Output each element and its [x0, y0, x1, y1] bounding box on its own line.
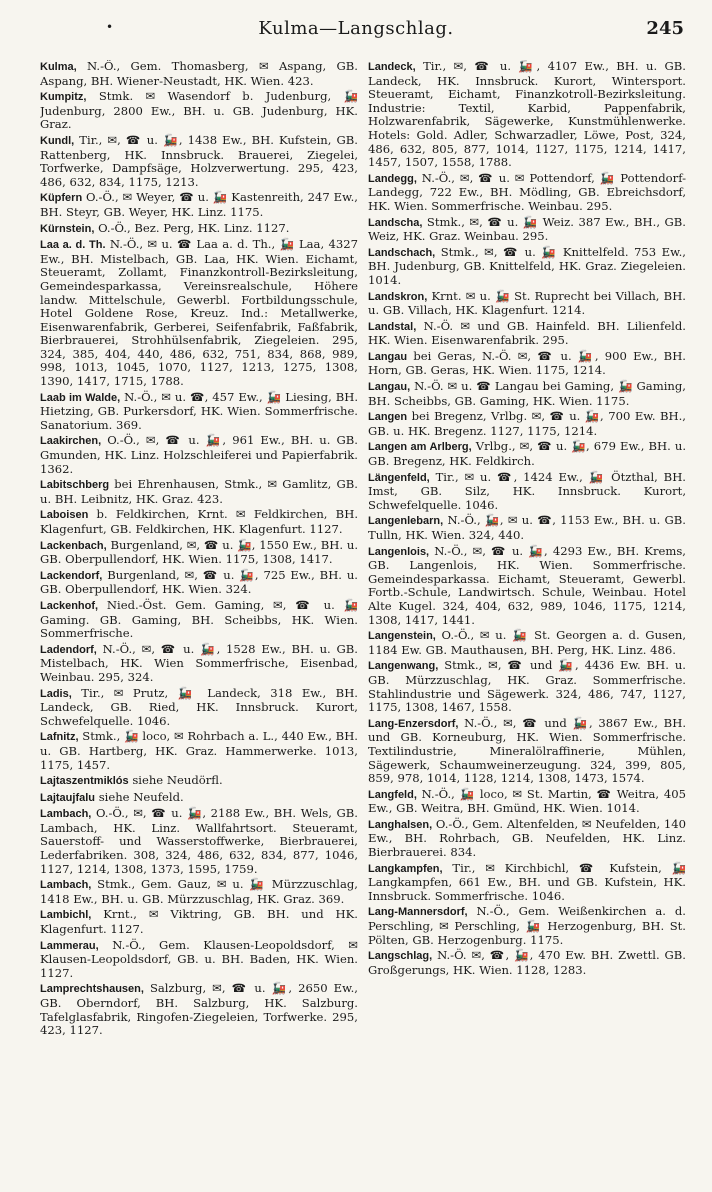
directory-entry [368, 514, 686, 542]
directory-entry [368, 350, 686, 378]
entry-description: O.-Ö., Gem. Altenfelden, ✉ Neufelden, 140 Ew., BH. Rohrbach, GB. Neufelden, HK. Linz. Bierbrauerei. 834. [368, 816, 686, 860]
entry-description: N.-Ö., ✉, ☎ u. 🚂, 1528 Ew., BH. u. GB. Mistelbach, HK. Wien Sommerfrische, Eisenbad, Weinbau. 295, 324. [40, 641, 358, 684]
entry-description: O.-Ö., ✉ u. 🚂 St. Georgen a. d. Gusen, 1184 Ew. GB. Mauthausen, BH. Perg, HK. Linz. 486. [368, 628, 686, 657]
entry-description: N.-Ö. ✉, ☎, 🚂, 470 Ew. BH. Zwettl. GB. Großgerungs, HK. Wien. 1128, 1283. [368, 948, 686, 977]
directory-entry [40, 908, 358, 936]
directory-entry [368, 717, 686, 786]
page-number: 245 [646, 18, 684, 39]
entry-description: N.-Ö., Gem. Weißenkirchen a. d. Perschling, ✉ Perschling, 🚂 Herzogenburg, BH. St. Pölten, GB. Herzogenburg. 1175. [368, 904, 686, 947]
entry-description: bei Ehrenhausen, Stmk., ✉ Gamlitz, GB. u. BH. Leibnitz, HK. Graz. 423. [40, 477, 358, 506]
entry-description: bei Bregenz, Vrlbg. ✉, ☎ u. 🚂, 700 Ew. BH., GB. u. HK. Bregenz. 1127, 1175, 1214. [368, 409, 686, 438]
directory-entry [40, 569, 358, 597]
directory-entry [368, 440, 686, 468]
entry-place-name: Kundl, [40, 134, 75, 147]
entry-description: Vrlbg., ✉, ☎ u. 🚂, 679 Ew., BH. u. GB. Bregenz, HK. Feldkirch. [368, 439, 686, 469]
directory-entry [368, 471, 686, 513]
entry-place-name: Langhalsen, [368, 818, 433, 831]
directory-entry [40, 730, 358, 772]
entry-place-name: Langenwang, [368, 660, 439, 673]
entry-place-name: Lackendorf, [40, 569, 103, 582]
directory-entry [40, 774, 358, 789]
entry-place-name: Landscha, [368, 216, 423, 229]
entry-place-name: Langenlois, [368, 545, 430, 558]
entry-description: Tir., ✉ Prutz, 🚂 Landeck, 318 Ew., BH. Landeck, GB. Ried, HK. Innsbruck. Kurort, Schwefelquelle. 1046. [40, 685, 358, 728]
directory-entry [40, 508, 358, 536]
directory-entry [40, 539, 358, 567]
directory-entry [368, 410, 686, 438]
entry-description: O.-Ö., Bez. Perg, HK. Linz. 1127. [94, 220, 290, 235]
entry-description: Burgenland, ✉, ☎ u. 🚂, 1550 Ew., BH. u. GB. Oberpullendorf, HK. Wien. 1175, 1308, 1417. [40, 537, 358, 567]
entry-description: Stmk., ✉, ☎ und 🚂, 4436 Ew. BH. u. GB. Mürzzuschlag, HK. Graz. Sommerfrische. Stahlindustrie und Sägewerk. 324, 486, 747, 1127, 1175, 1308, 1467, 1558. [368, 658, 686, 715]
entry-place-name: Langkampfen, [368, 862, 443, 875]
entry-description: O.-Ö., ✉, ☎ u. 🚂, 2188 Ew., BH. Wels, GB. Lambach, HK. Linz. Wallfahrtsort. Steueramt, Sauerstoff- und Wasserstoffwerke, Bierbrauerei, Lederfabriken. 308, 324, 486, 632, 834, 877, 1046, 1127, 1214, 1308, 1373, 1595, 1759. [40, 806, 358, 876]
directory-entry [40, 434, 358, 476]
entry-place-name: Küpfern [40, 192, 83, 205]
entry-place-name: Langen [368, 411, 408, 424]
directory-entry [40, 982, 358, 1037]
directory-entry [40, 807, 358, 876]
entry-description: N.-Ö., ✉ u. ☎, 457 Ew., 🚂 Liesing, BH. Hietzing, GB. Purkersdorf, HK. Wien. Sommerfrische. Sanatorium. 369. [40, 389, 358, 432]
right-column [368, 60, 686, 1180]
directory-entry [40, 939, 358, 981]
left-column [40, 60, 358, 1180]
entry-place-name: Längenfeld, [368, 471, 430, 484]
entry-place-name: Langschlag, [368, 950, 433, 963]
directory-entry [368, 246, 686, 288]
directory-entry [40, 222, 358, 237]
directory-entry [368, 60, 686, 170]
entry-description: Salzburg, ✉, ☎ u. 🚂, 2650 Ew., GB. Oberndorf, BH. Salzburg, HK. Salzburg. Tafelglasfabrik, Ringofen-Ziegeleien, Torfwerke. 295, 423, 1127. [40, 981, 358, 1038]
entry-place-name: Langen am Arlberg, [368, 441, 472, 454]
entry-place-name: Laakirchen, [40, 435, 102, 448]
entry-place-name: Langenstein, [368, 630, 436, 643]
entry-description: N.-Ö., ✉, ☎ u. ✉ Pottendorf, 🚂 Pottendorf-Landegg, 722 Ew., BH. Mödling, GB. Ebreichsdorf, HK. Wien. Sommerfrische. Weinbau. 295. [368, 170, 686, 213]
entry-place-name: Langenlebarn, [368, 515, 444, 528]
directory-entry [368, 545, 686, 628]
entry-place-name: Laab im Walde, [40, 391, 121, 404]
entry-description: Tir., ✉, ☎ u. 🚂, 4107 Ew., BH. u. GB. Landeck, HK. Innsbruck. Kurort, Wintersport. Steueramt, Eichamt, Finanzkotroll-Bezirksleitung. Industrie: Textil, Karbid, Pappenfabrik, Holzwarenfabrik, Sägewerke, Kunstmühlenwerke. Hotels: Gold. Adler, Schwarzadler, Löwe, Post, 324, 486, 632, 805, 877, 1014, 1127, 1175, 1214, 1417, 1457, 1507, 1558, 1788. [368, 60, 686, 170]
page-header [20, 12, 692, 48]
entry-description: Tir., ✉, ☎ u. 🚂, 1438 Ew., BH. Kufstein, GB. Rattenberg, HK. Innsbruck. Brauerei, Ziegelei, Torfwerke, Dampfsäge, Holzverwertung. 295, 423, 486, 632, 834, 1175, 1213. [40, 132, 358, 189]
entry-description: N.-Ö., ✉, ☎ u. 🚂, 4293 Ew., BH. Krems, GB. Langenlois, HK. Wien. Sommerfrische. Gemeindesparkassa. Eichamt, Steueramt, Gewerbl. Fortb.-Schule, Landwirtsch. Schule, Weinbau. Hotel Alte Kugel. 324, 404, 632, 989, 1046, 1175, 1214, 1308, 1417, 1441. [368, 543, 686, 627]
entry-description: Stmk., ✉, ☎ u. 🚂 Knittelfeld. 753 Ew., BH. Judenburg, GB. Knittelfeld, HK. Graz. Ziegeleien. 1014. [368, 244, 686, 287]
directory-entry [368, 320, 686, 348]
entry-description: bei Geras, N.-Ö. ✉, ☎ u. 🚂, 900 Ew., BH. Horn, GB. Geras, HK. Wien. 1175, 1214. [368, 348, 686, 378]
directory-entry [368, 788, 686, 816]
directory-entry [40, 60, 358, 88]
entry-description: Tir., ✉ Kirchbichl, ☎ Kufstein, 🚂 Langkampfen, 661 Ew., BH. und GB. Kufstein, HK. Innsbruck. Sommerfrische. 1046. [368, 860, 686, 903]
entry-description: Burgenland, ✉, ☎ u. 🚂, 725 Ew., BH. u. GB. Oberpullendorf, HK. Wien. 324. [40, 567, 358, 597]
directory-entry [368, 172, 686, 214]
entry-place-name: Landeck, [368, 61, 416, 73]
entry-place-name: Lajtaszentmiklós [40, 775, 129, 788]
entry-description: O.-Ö., ✉, ☎ u. 🚂, 961 Ew., BH. u. GB. Gmunden, HK. Linz. Holzschleiferei und Papierfabrik. 1362. [40, 433, 358, 476]
entry-place-name: Lambichl, [40, 909, 92, 922]
directory-entry [368, 818, 686, 860]
directory-entry [40, 599, 358, 641]
entry-place-name: Lackenbach, [40, 539, 107, 552]
directory-entry [368, 216, 686, 244]
entry-description: N.-Ö., Gem. Klausen-Leopoldsdorf, ✉ Klausen-Leopoldsdorf, GB. u. BH. Baden, HK. Wien. 1127. [40, 937, 358, 980]
entry-description: N.-Ö. ✉ und GB. Hainfeld. BH. Lilienfeld. HK. Wien. Eisenwarenfabrik. 295. [368, 318, 686, 348]
entry-description: Stmk. ✉ Wasendorf b. Judenburg, 🚂 Judenburg, 2800 Ew., BH. u. GB. Judenburg, HK. Graz. [40, 89, 358, 132]
directory-entry [40, 643, 358, 685]
entry-place-name: Laboisen [40, 509, 89, 522]
entry-description: N.-Ö., 🚂 loco, ✉ St. Martin, ☎ Weitra, 405 Ew., GB. Weitra, BH. Gmünd, HK. Wien. 1014. [368, 786, 686, 816]
entry-description: Nied.-Öst. Gem. Gaming, ✉, ☎ u. 🚂 Gaming. GB. Gaming, BH. Scheibbs, HK. Wien. Sommerfrische. [40, 597, 358, 641]
entry-description: Krnt., ✉ Viktring, GB. BH. und HK. Klagenfurt. 1127. [40, 907, 358, 937]
directory-entry [368, 905, 686, 947]
entry-description: O.-Ö., ✉ Weyer, ☎ u. 🚂 Kastenreith, 247 Ew., BH. Steyr, GB. Weyer, HK. Linz. 1175. [40, 190, 358, 219]
directory-entry [40, 878, 358, 906]
directory-entry [40, 687, 358, 729]
directory-entry [368, 949, 686, 977]
directory-entry [40, 238, 358, 389]
entry-place-name: Lafnitz, [40, 731, 79, 744]
entry-place-name: Lammerau, [40, 939, 99, 952]
entry-place-name: Labitschberg [40, 479, 110, 492]
entry-description: Stmk., Gem. Gauz, ✉ u. 🚂 Mürzzuschlag, 1418 Ew., BH. u. GB. Mürzzuschlag, HK. Graz. 369. [40, 877, 358, 906]
entry-place-name: Kulma, [40, 61, 77, 73]
entry-description: N.-Ö., 🚂, ✉ u. ☎, 1153 Ew., BH. u. GB. Tulln, HK. Wien. 324, 440. [368, 513, 686, 542]
entry-place-name: Ladis, [40, 687, 72, 700]
entry-description: b. Feldkirchen, Krnt. ✉ Feldkirchen, BH. Klagenfurt, GB. Feldkirchen, HK. Klagenfurt. 1127. [40, 507, 358, 536]
directory-entry [368, 290, 686, 318]
entry-description: Krnt. ✉ u. 🚂 St. Ruprecht bei Villach, BH. u. GB. Villach, HK. Klagenfurt. 1214. [368, 288, 686, 318]
entry-place-name: Lambach, [40, 808, 92, 821]
entry-place-name: Langfeld, [368, 788, 417, 801]
directory-entry [40, 90, 358, 132]
header-dot: • [106, 20, 114, 34]
directory-entry [40, 391, 358, 433]
entry-place-name: Kürnstein, [40, 222, 95, 235]
entry-place-name: Lang-Mannersdorf, [368, 906, 468, 919]
entry-description: siehe Neufeld. [95, 789, 184, 804]
entry-description: N.-Ö., ✉ u. ☎ Laa a. d. Th., 🚂 Laa, 4327 Ew., BH. Mistelbach, GB. Laa, HK. Wien. Eichamt, Steueramt, Zollamt, Finanzkontroll-Bezirksleitung, Gemeindesparkassa, Vereinsrealschule, Höhere landw. Mittelschule, Gewerbl. Fortbildungsschule, Hotel Goldene Rose, Kreuz. Ind.: Metallwerke, Eisenwarenfabrik, Gerberei, Seifenfabrik, Faßfabrik, Bierbrauerei, Strohhülsenfabrik, Ziegeleien. 295, 324, 385, 404, 440, 486, 632, 751, 834, 868, 989, 998, 1013, 1045, 1070, 1127, 1213, 1275, 1308, 1390, 1417, 1715, 1788. [40, 237, 358, 389]
entry-place-name: Landskron, [368, 290, 428, 303]
entry-description: N.-Ö., ✉, ☎ und 🚂, 3867 Ew., BH. und GB. Korneuburg, HK. Wien. Sommerfrische. Textilindustrie, Mineralölraffinerie, Mühlen, Sägewerk, Schaumweinerzeugung. 324, 399, 805, 859, 978, 1014, 1128, 1214, 1308, 1473, 1574. [368, 715, 686, 786]
entry-place-name: Lang-Enzersdorf, [368, 717, 459, 730]
entry-description: Stmk., ✉, ☎ u. 🚂 Weiz. 387 Ew., BH., GB. Weiz, HK. Graz. Weinbau. 295. [368, 214, 686, 244]
entry-description: Stmk., 🚂 loco, ✉ Rohrbach a. L., 440 Ew., BH. u. GB. Hartberg, HK. Graz. Hammerwerke. 1013, 1175, 1457. [40, 729, 358, 772]
directory-entry [40, 791, 358, 806]
entry-place-name: Lambach, [40, 879, 92, 892]
entry-place-name: Langau, [368, 381, 411, 394]
entry-place-name: Lajtaujfalu [40, 791, 96, 804]
entry-place-name: Kumpitz, [40, 91, 87, 104]
directory-entry [368, 862, 686, 904]
directory-entry [368, 380, 686, 408]
entry-description: N.-Ö., Gem. Thomasberg, ✉ Aspang, GB. Aspang, BH. Wiener-Neustadt, HK. Wien. 423. [40, 60, 358, 88]
entry-description: N.-Ö. ✉ u. ☎ Langau bei Gaming, 🚂 Gaming, BH. Scheibbs, GB. Gaming, HK. Wien. 1175. [368, 379, 686, 408]
directory-entry [40, 191, 358, 219]
entry-place-name: Lamprechtshausen, [40, 983, 144, 996]
entry-place-name: Ladendorf, [40, 643, 97, 656]
entry-description: siehe Neudörfl. [128, 773, 223, 788]
entry-place-name: Landschach, [368, 246, 436, 259]
entry-description: Tir., ✉ u. ☎, 1424 Ew., 🚂 Ötzthal, BH. Imst, GB. Silz, HK. Innsbruck. Kurort, Schwefelquelle. 1046. [368, 469, 686, 512]
directory-entry [368, 629, 686, 657]
entry-place-name: Laa a. d. Th. [40, 239, 106, 252]
directory-entry [40, 134, 358, 189]
directory-entry [40, 478, 358, 506]
entry-place-name: Landegg, [368, 172, 417, 185]
entry-place-name: Langau [368, 350, 408, 363]
entry-place-name: Landstal, [368, 320, 417, 333]
directory-entry [368, 659, 686, 714]
page-title: Kulma—Langschlag. [258, 18, 454, 39]
entry-place-name: Lackenhof, [40, 599, 99, 612]
